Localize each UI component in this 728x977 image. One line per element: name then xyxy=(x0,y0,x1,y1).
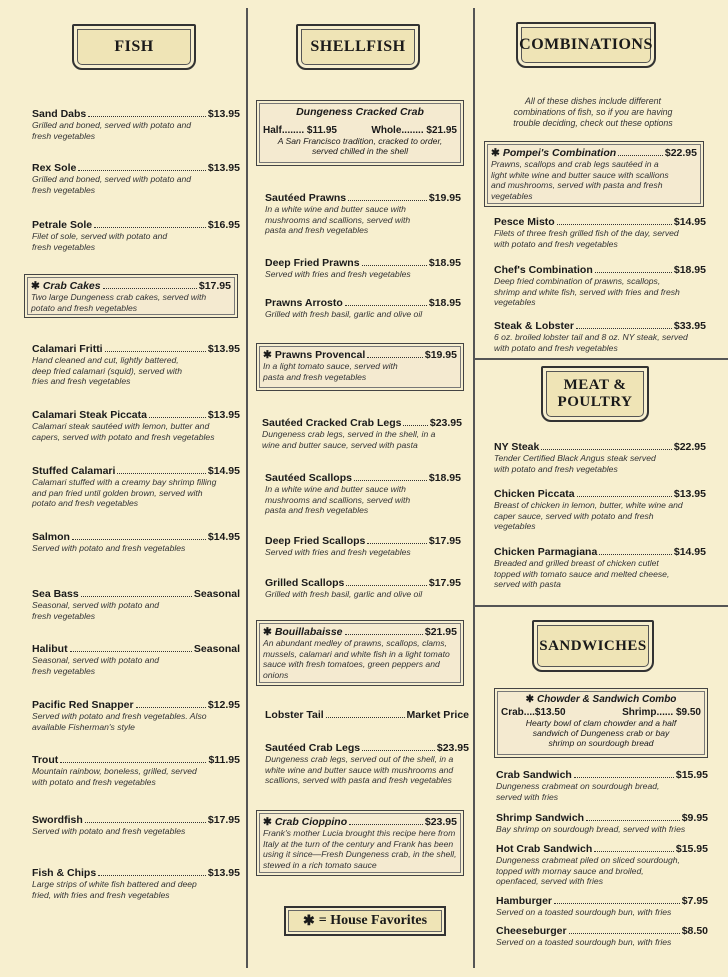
item-price: $14.95 xyxy=(207,465,240,477)
item-name: Deep Fried Scallops xyxy=(265,535,366,547)
menu-item-prawns-provencal xyxy=(263,349,457,382)
combinations-intro: All of these dishes include different combinations of fish, so if you are having trouble deciding, check out these options xyxy=(513,96,673,128)
item-name: Petrale Sole xyxy=(32,219,93,231)
item-desc: Dungeness crabmeat on sourdough bread, served with fries xyxy=(496,781,660,802)
item-price: $17.95 xyxy=(207,814,240,826)
menu-item-crab-sandwich xyxy=(496,769,708,802)
item-price: $23.95 xyxy=(436,742,469,754)
crab-cakes-box xyxy=(24,274,238,318)
item-desc: Grilled with fresh basil, garlic and olive oil xyxy=(265,309,423,319)
item-desc: Filet of sole, served with potato and fresh vegetables xyxy=(32,231,168,252)
prawns-provencal-box xyxy=(256,343,464,391)
half-price: $11.95 xyxy=(306,125,337,136)
item-name: Bouillabaisse xyxy=(274,626,343,638)
menu-item-calamari-fritti xyxy=(32,343,240,387)
whole-label: Whole xyxy=(371,125,402,136)
item-price: Seasonal xyxy=(193,643,240,655)
item-price: $15.95 xyxy=(675,769,708,781)
item-name: Calamari Steak Piccata xyxy=(32,409,147,421)
item-name: Pesce Misto xyxy=(494,216,555,228)
menu-item-swordfish xyxy=(32,814,240,837)
item-desc: Two large Dungeness crab cakes, served with potato and fresh vegetables xyxy=(31,292,207,313)
item-name: Calamari Fritti xyxy=(32,343,103,355)
menu-item-steak-and-lobster xyxy=(494,320,706,353)
menu-item-deep-fried-scallops xyxy=(265,535,461,558)
item-desc: Prawns, scallops and crab legs sautéed in a light white wine and butter sauce with scallions and mushrooms, served with pasta and fresh vegetables xyxy=(491,159,669,201)
house-favorite-icon: ✱ xyxy=(525,694,534,705)
item-price: Market Price xyxy=(406,709,469,721)
item-name: Crab Cioppino xyxy=(274,816,348,828)
menu-item-shrimp-sandwich xyxy=(496,812,708,835)
house-favorite-icon: ✱ xyxy=(263,816,272,828)
item-price: $18.95 xyxy=(428,257,461,269)
item-desc: Seasonal, served with potato and fresh vegetables xyxy=(32,600,160,621)
dungeness-title: Dungeness Cracked Crab xyxy=(296,106,424,118)
item-price: $18.95 xyxy=(428,297,461,309)
item-price: $17.95 xyxy=(428,535,461,547)
legend-text: = House Favorites xyxy=(318,913,428,928)
chowder-combo-box xyxy=(494,688,708,758)
item-name: Salmon xyxy=(32,531,70,543)
item-desc: Mountain rainbow, boneless, grilled, served with potato and fresh vegetables xyxy=(32,766,197,787)
menu-item-pacific-red-snapper xyxy=(32,699,240,732)
item-desc: Calamari stuffed with a creamy bay shrimp filling and pan fried until golden brown, served with potato and fresh vegetables xyxy=(32,477,217,508)
fish-header: FISH xyxy=(72,24,196,70)
item-desc: Served on a toasted sourdough bun, with fries xyxy=(496,907,672,917)
item-price: $9.95 xyxy=(681,812,708,824)
half-label: Half xyxy=(263,125,282,136)
item-desc: Deep fried combination of prawns, scallops, shrimp and white fish, served with fries and fresh vegetables xyxy=(494,276,680,307)
item-price: $33.95 xyxy=(673,320,706,332)
item-price: $13.95 xyxy=(207,409,240,421)
item-price: $12.95 xyxy=(207,699,240,711)
item-desc: Breast of chicken in lemon, butter, white wine and caper sauce, served with potato and fresh vegetables xyxy=(494,500,683,531)
menu-item-deep-fried-prawns xyxy=(265,257,461,280)
item-desc: An abundant medley of prawns, scallops, clams, mussels, calamari and white fish in a light tomato sauce with fresh tomatoes, green peppers and onions xyxy=(263,638,450,680)
item-desc: Dungeness crab legs, served in the shell, in a wine and butter sauce, served with pasta xyxy=(262,429,436,450)
item-name: Swordfish xyxy=(32,814,83,826)
item-desc: Served with potato and fresh vegetables xyxy=(32,543,186,553)
item-name: Sea Bass xyxy=(32,588,79,600)
item-name: Hot Crab Sandwich xyxy=(496,843,593,855)
item-desc: In a white wine and butter sauce with mushrooms and scallions, served with pasta and fresh vegetables xyxy=(265,204,411,235)
house-favorite-icon: ✱ xyxy=(263,349,272,361)
item-desc: Breaded and grilled breast of chicken cutlet topped with tomato sauce and melted cheese, served with pasta xyxy=(494,558,670,589)
dungeness-crab-box xyxy=(256,100,464,166)
item-desc: Large strips of white fish battered and deep fried, with fries and fresh vegetables xyxy=(32,879,197,900)
chowder-combo-desc: Hearty bowl of clam chowder and a half sandwich of Dungeness crab or bay shrimp on sourdough bread xyxy=(525,718,677,748)
menu-item-halibut xyxy=(32,643,240,676)
item-desc: In a light tomato sauce, served with pasta and fresh vegetables xyxy=(263,361,398,382)
item-price: $7.95 xyxy=(681,895,708,907)
item-desc: Served with fries and fresh vegetables xyxy=(265,269,411,279)
section-divider-sandwiches xyxy=(474,605,728,607)
menu-item-crab-cakes xyxy=(31,280,231,313)
item-name: Cheeseburger xyxy=(496,925,567,937)
menu-item-sauteed-crab-legs xyxy=(265,742,469,786)
meat-poultry-title: MEAT & POULTRY xyxy=(557,377,633,410)
combinations-header: COMBINATIONS xyxy=(516,22,656,68)
item-desc: Grilled with fresh basil, garlic and olive oil xyxy=(265,589,423,599)
shrimp-label: Shrimp xyxy=(622,707,657,718)
menu-item-chicken-parmagiana xyxy=(494,546,706,590)
item-name: Rex Sole xyxy=(32,162,77,174)
menu-item-pompeis-combination xyxy=(491,147,697,201)
menu-item-sand-dabs xyxy=(32,108,240,141)
menu-item-ny-steak xyxy=(494,441,706,474)
item-name: Deep Fried Prawns xyxy=(265,257,360,269)
item-name: Stuffed Calamari xyxy=(32,465,116,477)
menu-item-sauteed-cracked-crab-legs xyxy=(262,417,462,450)
item-desc: Grilled and boned, served with potato and fresh vegetables xyxy=(32,120,192,141)
menu-item-chicken-piccata xyxy=(494,488,706,532)
menu-item-lobster-tail xyxy=(265,709,469,721)
crab-label: Crab xyxy=(501,707,524,718)
item-name: Crab Sandwich xyxy=(496,769,572,781)
item-desc: Filets of three fresh grilled fish of the day, served with potato and fresh vegetables xyxy=(494,228,679,249)
item-desc: Seasonal, served with potato and fresh vegetables xyxy=(32,655,160,676)
menu-item-crab-cioppino xyxy=(263,816,457,870)
item-desc: Served with potato and fresh vegetables. Also available Fisherman's style xyxy=(32,711,207,732)
item-price: $23.95 xyxy=(429,417,462,429)
item-name: Steak & Lobster xyxy=(494,320,574,332)
item-price: $22.95 xyxy=(673,441,706,453)
item-price: $18.95 xyxy=(673,264,706,276)
item-price: $17.95 xyxy=(428,577,461,589)
item-name: Sautéed Crab Legs xyxy=(265,742,361,754)
item-price: $13.95 xyxy=(207,867,240,879)
item-name: Sand Dabs xyxy=(32,108,87,120)
item-desc: Frank's mother Lucia brought this recipe here from Italy at the turn of the century and Frank has been using it since—Fresh Dungeness crab, in the shell, stewed in a rich tomato sauce xyxy=(263,828,457,870)
dungeness-desc: A San Francisco tradition, cracked to order, served chilled in the shell xyxy=(277,136,443,156)
item-price: $17.95 xyxy=(198,280,231,292)
item-name: Chef's Combination xyxy=(494,264,593,276)
item-name: Halibut xyxy=(32,643,68,655)
section-divider-meat xyxy=(474,358,728,360)
house-favorite-icon: ✱ xyxy=(263,626,272,638)
item-desc: Dungeness crabmeat piled on sliced sourdough, topped with mornay sauce and broiled, openfaced, served with fries xyxy=(496,855,680,886)
item-name: NY Steak xyxy=(494,441,540,453)
item-name: Pacific Red Snapper xyxy=(32,699,134,711)
menu-item-pesce-misto xyxy=(494,216,706,249)
item-desc: In a white wine and butter sauce with mushrooms and scallions, served with pasta and fresh vegetables xyxy=(265,484,411,515)
item-name: Sautéed Cracked Crab Legs xyxy=(262,417,402,429)
menu-item-rex-sole xyxy=(32,162,240,195)
house-favorite-icon: ✱ xyxy=(302,913,315,929)
menu-item-trout xyxy=(32,754,240,787)
item-price: $14.95 xyxy=(207,531,240,543)
item-price: $21.95 xyxy=(424,626,457,638)
menu-item-prawns-arrosto xyxy=(265,297,461,320)
dungeness-prices: Half........ $11.95 Whole........ $21.95 xyxy=(263,125,457,136)
item-price: $14.95 xyxy=(673,216,706,228)
house-favorite-icon: ✱ xyxy=(491,147,500,159)
menu-item-fish-and-chips xyxy=(32,867,240,900)
item-name: Chicken Parmagiana xyxy=(494,546,598,558)
chowder-combo-title-row xyxy=(501,694,701,705)
shrimp-price: $9.50 xyxy=(675,707,701,718)
item-name: Shrimp Sandwich xyxy=(496,812,585,824)
item-price: $13.95 xyxy=(207,343,240,355)
crab-price: $13.50 xyxy=(534,707,566,718)
item-price: $22.95 xyxy=(664,147,697,159)
item-price: $8.50 xyxy=(681,925,708,937)
bouillabaisse-box xyxy=(256,620,464,686)
item-price: $16.95 xyxy=(207,219,240,231)
item-name: Chicken Piccata xyxy=(494,488,575,500)
item-desc: Hand cleaned and cut, lightly battered, deep fried calamari (squid), served with fries and fresh vegetables xyxy=(32,355,182,386)
item-name: Grilled Scallops xyxy=(265,577,345,589)
item-name: Prawns Provencal xyxy=(274,349,366,361)
item-price: $11.95 xyxy=(208,754,240,766)
item-name: Fish & Chips xyxy=(32,867,97,879)
column-divider-left xyxy=(246,8,248,968)
item-name: Prawns Arrosto xyxy=(265,297,343,309)
item-price: $18.95 xyxy=(428,472,461,484)
item-name: Lobster Tail xyxy=(265,709,324,721)
item-desc: Served with potato and fresh vegetables xyxy=(32,826,186,836)
item-name: Hamburger xyxy=(496,895,553,907)
item-desc: 6 oz. broiled lobster tail and 8 oz. NY steak, served with potato and fresh vegetables xyxy=(494,332,688,353)
whole-price: $21.95 xyxy=(426,125,457,136)
menu-item-calamari-steak-piccata xyxy=(32,409,240,442)
pompeis-combination-box xyxy=(484,141,704,207)
house-favorite-icon: ✱ xyxy=(31,280,40,292)
chowder-combo-prices: Crab....$13.50 Shrimp...... $9.50 xyxy=(501,707,701,718)
item-price: $19.95 xyxy=(428,192,461,204)
menu-item-sea-bass xyxy=(32,588,240,621)
item-desc: Bay shrimp on sourdough bread, served with fries xyxy=(496,824,686,834)
item-desc: Served with fries and fresh vegetables xyxy=(265,547,411,557)
item-price: $14.95 xyxy=(673,546,706,558)
menu-item-bouillabaisse xyxy=(263,626,457,680)
menu-item-stuffed-calamari xyxy=(32,465,240,509)
menu-item-hot-crab-sandwich xyxy=(496,843,708,887)
item-name: Sautéed Prawns xyxy=(265,192,347,204)
menu-item-salmon xyxy=(32,531,240,554)
column-divider-right xyxy=(473,8,475,968)
menu-item-grilled-scallops xyxy=(265,577,461,600)
item-name: Crab Cakes xyxy=(42,280,101,292)
menu-item-sauteed-prawns xyxy=(265,192,461,236)
item-desc: Dungeness crab legs, served out of the shell, in a white wine and butter sauce with mushrooms and scallions, served with pasta and fresh vegetables xyxy=(265,754,454,785)
house-favorites-legend xyxy=(284,906,446,936)
item-desc: Tender Certified Black Angus steak served with potato and fresh vegetables xyxy=(494,453,656,474)
meat-poultry-header xyxy=(541,366,649,422)
shellfish-header: SHELLFISH xyxy=(296,24,420,70)
menu-item-cheeseburger xyxy=(496,925,708,948)
menu-item-sauteed-scallops xyxy=(265,472,461,516)
item-desc: Grilled and boned, served with potato and fresh vegetables xyxy=(32,174,192,195)
item-price: $15.95 xyxy=(675,843,708,855)
item-price: Seasonal xyxy=(193,588,240,600)
item-price: $13.95 xyxy=(207,108,240,120)
item-price: $19.95 xyxy=(424,349,457,361)
sandwiches-header: SANDWICHES xyxy=(532,620,654,672)
item-price: $23.95 xyxy=(424,816,457,828)
item-name: Trout xyxy=(32,754,59,766)
menu-item-hamburger xyxy=(496,895,708,918)
chowder-combo-title: Chowder & Sandwich Combo xyxy=(536,694,677,705)
item-name: Pompei's Combination xyxy=(502,147,617,159)
item-name: Sautéed Scallops xyxy=(265,472,352,484)
menu-item-petrale-sole xyxy=(32,219,240,252)
item-desc: Served on a toasted sourdough bun, with fries xyxy=(496,937,672,947)
item-price: $13.95 xyxy=(673,488,706,500)
menu-item-chefs-combination xyxy=(494,264,706,308)
crab-cioppino-box xyxy=(256,810,464,876)
item-price: $13.95 xyxy=(207,162,240,174)
item-desc: Calamari steak sautéed with lemon, butter and capers, served with potato and fresh vegetables xyxy=(32,421,215,442)
